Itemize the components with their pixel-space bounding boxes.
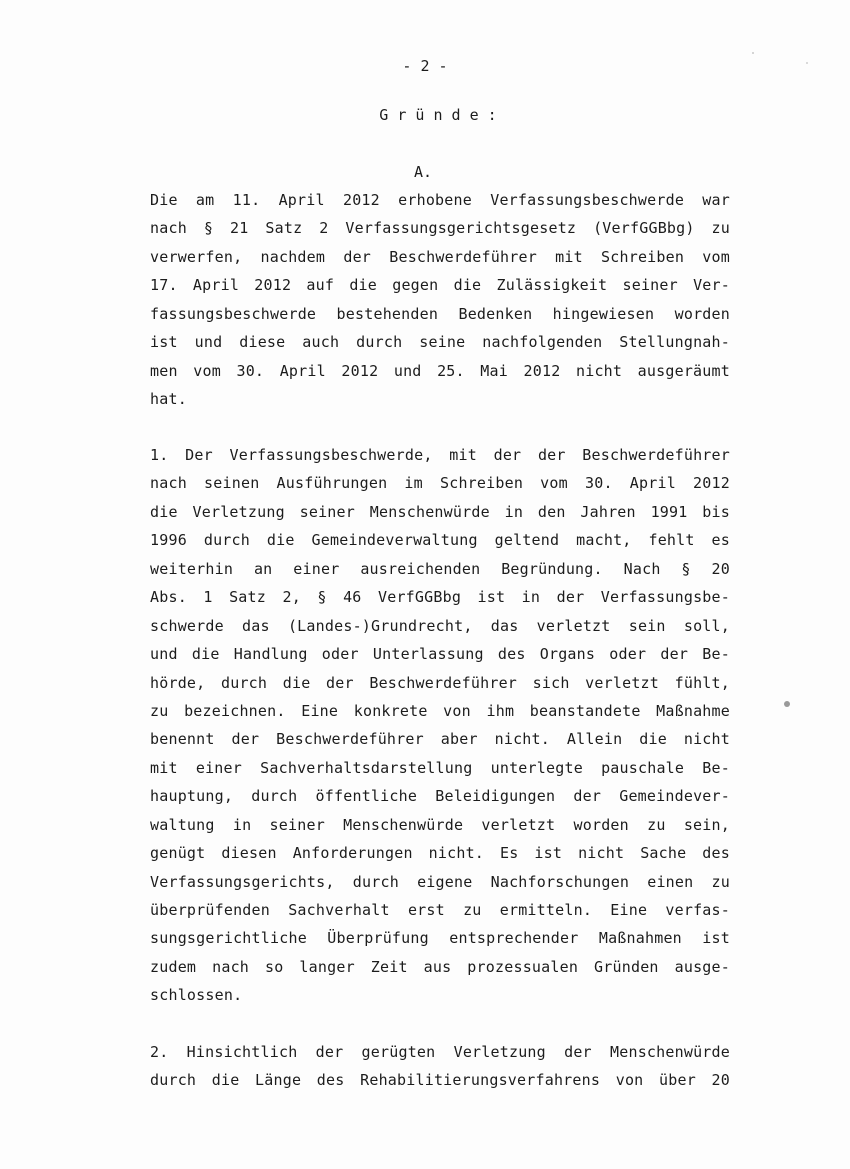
text-line: ist und diese auch durch seine nachfolgenden Stellungnah- [150, 333, 730, 352]
text-line: durch die Länge des Rehabilitierungsverfahrens von über 20 [150, 1071, 730, 1090]
page-number: - 2 - [402, 57, 448, 75]
text-line: hauptung, durch öffentliche Beleidigungen der Gemeindever- [150, 787, 730, 806]
text-line: 2. Hinsichtlich der gerügten Verletzung der Menschenwürde [150, 1043, 730, 1061]
text-line: verwerfen, nachdem der Beschwerdeführer mit Schreiben vom [150, 247, 730, 266]
text-line: fassungsbeschwerde bestehenden Bedenken hingewiesen worden [150, 304, 730, 323]
text-line: mit einer Sachverhaltsdarstellung unterlegte pauschale Be- [150, 758, 730, 777]
scan-speck [752, 52, 754, 54]
text-line: hörde, durch die der Beschwerdeführer sich verletzt fühlt, [150, 673, 730, 692]
section-heading: G r ü n d e : [379, 106, 497, 124]
text-line: nach seinen Ausführungen im Schreiben vom 30. April 2012 [150, 474, 730, 493]
text-line: nach § 21 Satz 2 Verfassungsgerichtsgesetz (VerfGGBbg) zu [150, 219, 730, 238]
text-line: schlossen. [150, 986, 243, 1005]
scan-speck [784, 701, 790, 707]
text-line: überprüfenden Sachverhalt erst zu ermitteln. Eine verfas- [150, 901, 730, 919]
text-line: hat. [150, 390, 187, 409]
text-line: schwerde das (Landes-)Grundrecht, das verletzt sein soll, [150, 616, 730, 635]
text-line: 1. Der Verfassungsbeschwerde, mit der der Beschwerdeführer [150, 446, 730, 464]
text-line: Verfassungsgerichts, durch eigene Nachforschungen einen zu [150, 872, 730, 891]
text-line: und die Handlung oder Unterlassung des Organs oder der Be- [150, 645, 730, 664]
text-line: 17. April 2012 auf die gegen die Zulässigkeit seiner Ver- [150, 276, 730, 295]
text-line: waltung in seiner Menschenwürde verletzt worden zu sein, [150, 815, 730, 834]
text-line: die Verletzung seiner Menschenwürde in den Jahren 1991 bis [150, 502, 730, 521]
paragraph-intro [150, 186, 730, 414]
text-line: men vom 30. April 2012 und 25. Mai 2012 nicht ausgeräumt [150, 361, 730, 380]
text-line: 1996 durch die Gemeindeverwaltung geltend macht, fehlt es [150, 531, 730, 550]
text-line: zu bezeichnen. Eine konkrete von ihm beanstandete Maßnahme [150, 701, 730, 720]
text-line: genügt diesen Anforderungen nicht. Es ist nicht Sache des [150, 844, 730, 863]
paragraph-point-1 [150, 441, 730, 1010]
text-line: Abs. 1 Satz 2, § 46 VerfGGBbg ist in der Verfassungsbe- [150, 588, 730, 607]
text-line: benennt der Beschwerdeführer aber nicht. Allein die nicht [150, 730, 730, 749]
text-line: zudem nach so langer Zeit aus prozessualen Gründen ausge- [150, 957, 730, 976]
text-line: weiterhin an einer ausreichenden Begründung. Nach § 20 [150, 559, 730, 578]
text-line: sungsgerichtliche Überprüfung entsprechender Maßnahmen ist [150, 929, 730, 948]
text-line: Die am 11. April 2012 erhobene Verfassungsbeschwerde war [150, 191, 730, 209]
section-letter: A. [413, 163, 433, 181]
paragraph-point-2 [150, 1038, 730, 1095]
scan-speck [806, 62, 808, 64]
